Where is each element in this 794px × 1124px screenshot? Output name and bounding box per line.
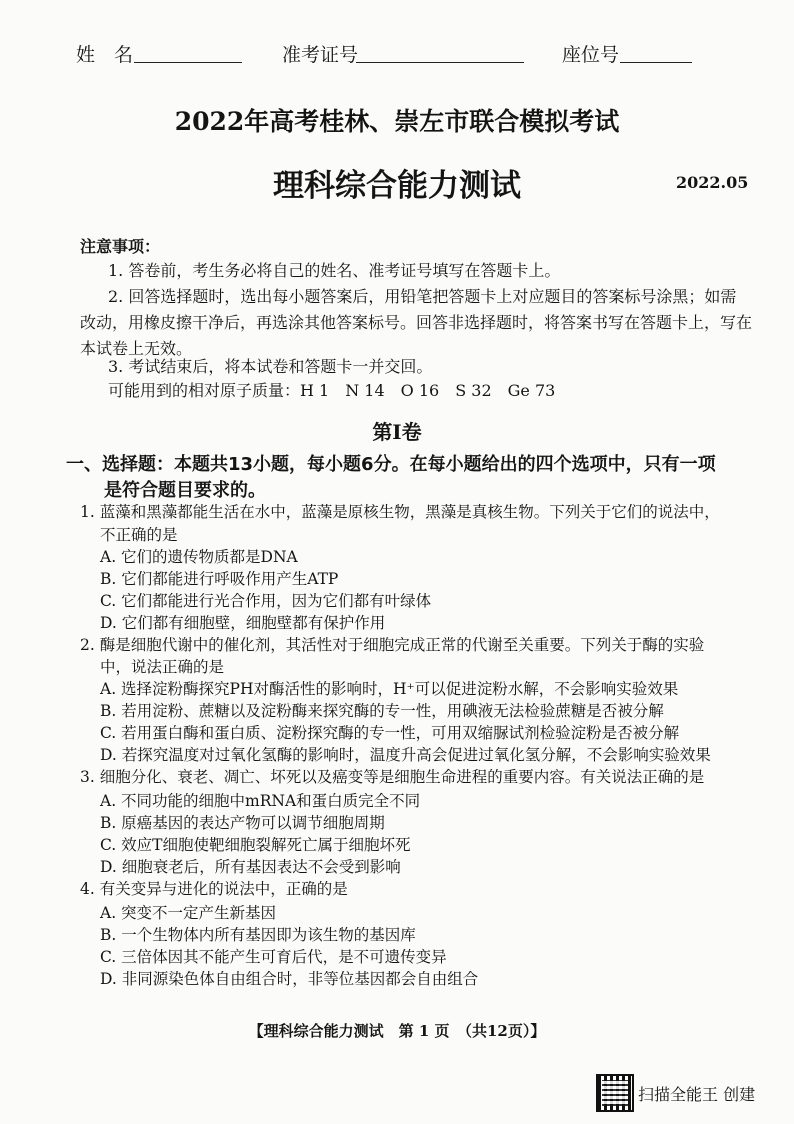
question-3-stem: 3. 细胞分化、衰老、凋亡、坏死以及癌变等是细胞生命进程的重要内容。有关说法正确的是 (80, 768, 705, 786)
qr-code-icon (596, 1074, 634, 1112)
question-4-option-a[interactable]: A. 突变不一定产生新基因 (100, 904, 277, 922)
section-title: 第Ⅰ卷 (372, 420, 422, 444)
note-item: 本试卷上无效。 (80, 339, 193, 358)
question-1-stem: 1. 蓝藻和黑藻都能生活在水中，蓝藻是原核生物，黑藻是真核生物。下列关于它们的说法中， (80, 503, 720, 521)
seat-label: 座位号 (562, 44, 620, 66)
question-1-option-d[interactable]: D. 它们都有细胞壁，细胞壁都有保护作用 (100, 614, 386, 632)
question-2-option-b[interactable]: B. 若用淀粉、蔗糖以及淀粉酶来探究酶的专一性，用碘液无法检验蔗糖是否被分解 (100, 702, 664, 720)
question-2-option-d[interactable]: D. 若探究温度对过氧化氢酶的影响时，温度升高会促进过氧化氢分解，不会影响实验效果 (100, 746, 711, 764)
question-2-stem: 2. 酶是细胞代谢中的催化剂，其活性对于细胞完成正常的代谢至关重要。下列关于酶的实验 (80, 636, 705, 654)
seat-blank[interactable] (620, 44, 692, 63)
exam-title: 2022年高考桂林、崇左市联合模拟考试 (174, 107, 620, 136)
name-label: 姓 名 (76, 44, 134, 66)
question-2-stem-cont: 中，说法正确的是 (100, 658, 225, 676)
question-4-stem: 4. 有关变异与进化的说法中，正确的是 (80, 880, 348, 898)
atomic-mass-line: 可能用到的相对原子质量：H 1 N 14 O 16 S 32 Ge 73 (108, 381, 556, 400)
note-item: 改动，用橡皮擦干净后，再选涂其他答案标号。回答非选择题时，将答案书写在答题卡上，写在 (80, 313, 753, 332)
scanner-watermark: 扫描全能王 创建 (638, 1085, 756, 1104)
question-2-option-c[interactable]: C. 若用蛋白酶和蛋白质、淀粉探究酶的专一性，可用双缩脲试剂检验淀粉是否被分解 (100, 724, 680, 742)
question-3-option-d[interactable]: D. 细胞衰老后，所有基因表达不会受到影响 (100, 858, 401, 876)
note-item: 1. 答卷前，考生务必将自己的姓名、准考证号填写在答题卡上。 (108, 261, 561, 280)
notes-heading: 注意事项： (80, 237, 161, 256)
question-1-stem-cont: 不正确的是 (100, 526, 178, 544)
note-item: 2. 回答选择题时，选出每小题答案后，用铅笔把答题卡上对应题目的答案标号涂黑；如需 (108, 287, 737, 306)
question-3-option-a[interactable]: A. 不同功能的细胞中mRNA和蛋白质完全不同 (100, 792, 421, 810)
exam-date: 2022.05 (676, 173, 749, 192)
note-item: 3. 考试结束后，将本试卷和答题卡一并交回。 (108, 357, 433, 376)
page-footer: 【理科综合能力测试 第 1 页 （共12页）】 (248, 1022, 546, 1040)
exam-number-label: 准考证号 (282, 44, 359, 66)
question-4-option-c[interactable]: C. 三倍体因其不能产生可育后代，是不可遗传变异 (100, 948, 447, 966)
question-1-option-c[interactable]: C. 它们都能进行光合作用，因为它们都有叶绿体 (100, 592, 432, 610)
exam-number-blank[interactable] (356, 44, 524, 63)
instruction-line-2: 是符合题目要求的。 (104, 480, 266, 501)
name-blank[interactable] (134, 44, 242, 63)
question-3-option-b[interactable]: B. 原癌基因的表达产物可以调节细胞周期 (100, 814, 385, 832)
question-3-option-c[interactable]: C. 效应T细胞使靶细胞裂解死亡属于细胞坏死 (100, 836, 411, 854)
question-4-option-d[interactable]: D. 非同源染色体自由组合时，非等位基因都会自由组合 (100, 970, 479, 988)
question-1-option-a[interactable]: A. 它们的遗传物质都是DNA (100, 548, 298, 566)
instruction-line-1: 一、选择题：本题共13小题，每小题6分。在每小题给出的四个选项中，只有一项 (66, 454, 716, 475)
exam-subtitle: 理科综合能力测试 (273, 168, 521, 204)
question-2-option-a[interactable]: A. 选择淀粉酶探究PH对酶活性的影响时，H⁺可以促进淀粉水解，不会影响实验效果 (100, 680, 679, 698)
question-1-option-b[interactable]: B. 它们都能进行呼吸作用产生ATP (100, 570, 339, 588)
question-4-option-b[interactable]: B. 一个生物体内所有基因即为该生物的基因库 (100, 926, 416, 944)
